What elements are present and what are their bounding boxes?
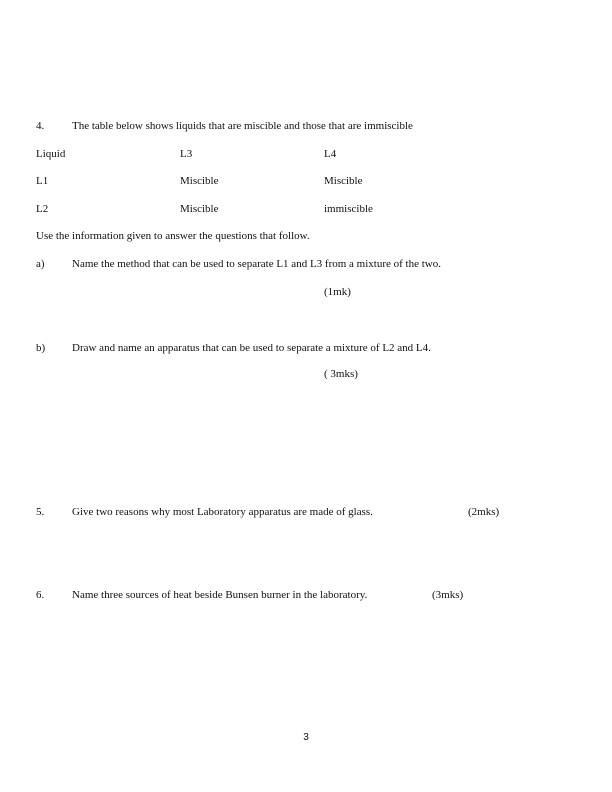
question-6-number: 6. bbox=[36, 589, 45, 601]
table-header-liquid: Liquid bbox=[36, 148, 66, 160]
part-b-marks: ( 3mks) bbox=[324, 368, 358, 380]
part-b-label: b) bbox=[36, 342, 46, 354]
part-a-text: Name the method that can be used to separate L1 and L3 from a mixture of the two. bbox=[72, 258, 441, 270]
table-header-l4: L4 bbox=[324, 148, 337, 160]
question-5-number: 5. bbox=[36, 506, 45, 518]
part-b-text: Draw and name an apparatus that can be used to separate a mixture of L2 and L4. bbox=[72, 342, 431, 354]
page-number: 3 bbox=[303, 732, 309, 743]
part-a-label: a) bbox=[36, 258, 45, 270]
table-cell: immiscible bbox=[324, 203, 373, 215]
table-cell: L2 bbox=[36, 203, 49, 215]
table-cell: Miscible bbox=[180, 175, 219, 187]
question-4-instruction: Use the information given to answer the questions that follow. bbox=[36, 230, 310, 242]
question-6-text: Name three sources of heat beside Bunsen burner in the laboratory. bbox=[72, 589, 368, 601]
question-4-text: The table below shows liquids that are miscible and those that are immiscible bbox=[72, 120, 413, 132]
question-4-number: 4. bbox=[36, 120, 45, 132]
table-cell: Miscible bbox=[324, 175, 363, 187]
question-5-marks: (2mks) bbox=[468, 506, 500, 518]
table-cell: Miscible bbox=[180, 203, 219, 215]
question-5-text: Give two reasons why most Laboratory apparatus are made of glass. bbox=[72, 506, 373, 518]
table-cell: L1 bbox=[36, 175, 49, 187]
table-header-l3: L3 bbox=[180, 148, 193, 160]
question-6-marks: (3mks) bbox=[432, 589, 464, 601]
part-a-marks: (1mk) bbox=[324, 286, 351, 298]
